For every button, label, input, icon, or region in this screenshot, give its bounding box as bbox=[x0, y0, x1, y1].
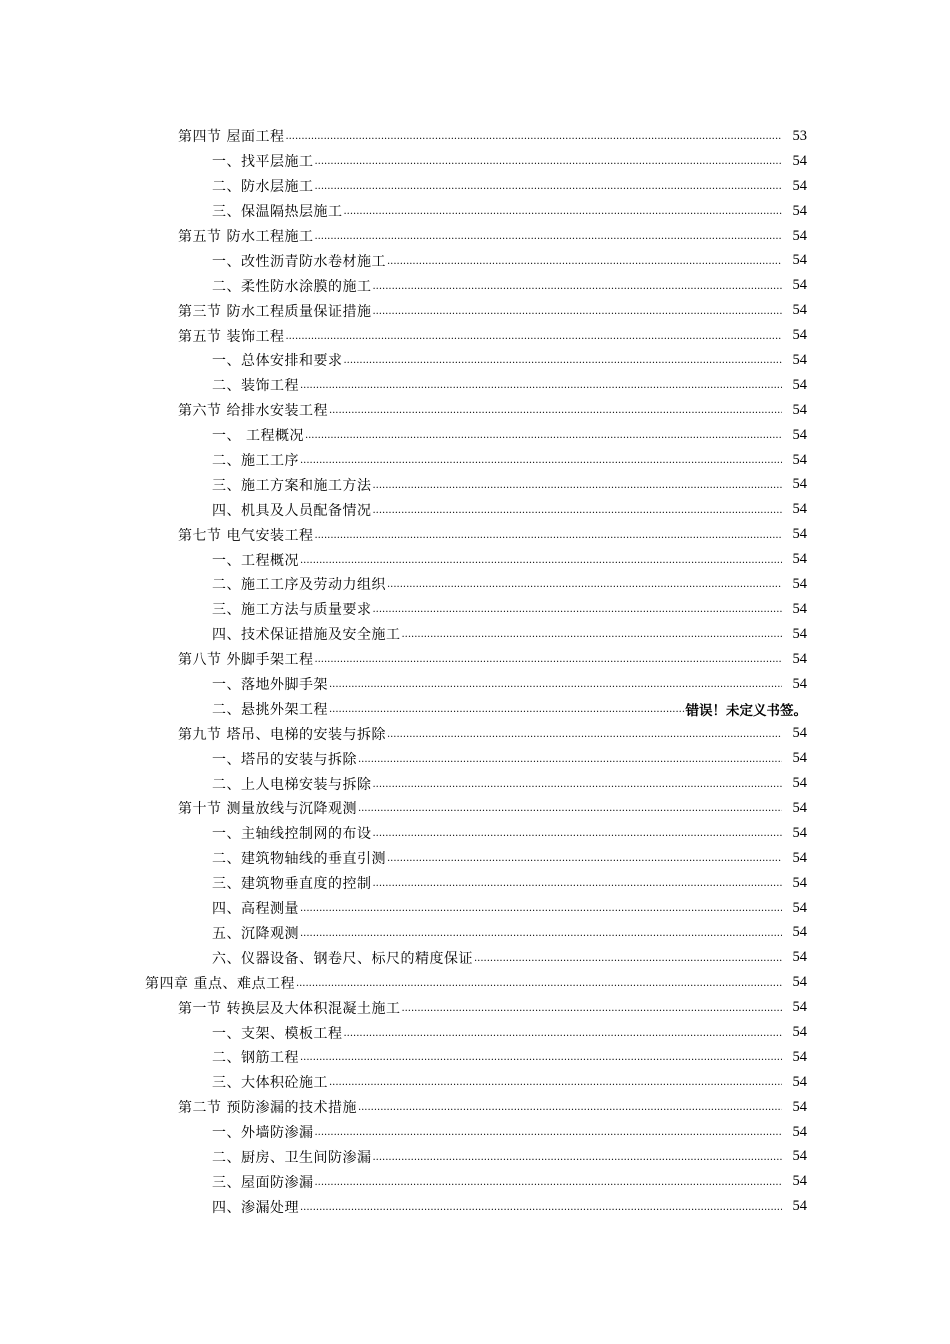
toc-dot-leader bbox=[300, 451, 782, 469]
toc-entry[interactable] bbox=[0, 871, 950, 896]
toc-entry[interactable] bbox=[0, 348, 950, 373]
toc-entry-label: 二、悬挑外架工程 bbox=[212, 701, 328, 718]
toc-entry-label: 四、高程测量 bbox=[212, 901, 299, 918]
toc-entry-page: 54 bbox=[792, 426, 807, 443]
toc-entry-label: 二、钢筋工程 bbox=[212, 1050, 299, 1067]
toc-entry-label: 一、改性沥青防水卷材施工 bbox=[212, 253, 386, 270]
toc-entry-label: 第十节 测量放线与沉降观测 bbox=[178, 801, 357, 818]
toc-dot-leader bbox=[315, 177, 783, 195]
toc-dot-leader bbox=[329, 1073, 782, 1091]
toc-entry[interactable] bbox=[0, 149, 950, 174]
toc-entry-page: 54 bbox=[792, 277, 807, 294]
toc-entry-label: 二、柔性防水涂膜的施工 bbox=[212, 278, 372, 295]
toc-entry-label: 二、施工工序及劳动力组织 bbox=[212, 577, 386, 594]
toc-entry-page: 54 bbox=[792, 152, 807, 169]
toc-entry-page: 54 bbox=[792, 1098, 807, 1115]
toc-entry-page: 54 bbox=[792, 650, 807, 667]
toc-entry-label: 一、落地外脚手架 bbox=[212, 677, 328, 694]
toc-entry-label: 六、仪器设备、钢卷尺、标尺的精度保证 bbox=[212, 950, 473, 967]
toc-dot-leader bbox=[300, 1048, 782, 1066]
toc-entry[interactable] bbox=[0, 945, 950, 970]
toc-dot-leader bbox=[373, 775, 783, 793]
toc-dot-leader bbox=[344, 1024, 783, 1042]
table-of-contents bbox=[0, 124, 950, 1219]
toc-dot-leader bbox=[358, 799, 782, 817]
toc-entry-page: 54 bbox=[792, 252, 807, 269]
toc-entry-label: 第五节 防水工程施工 bbox=[178, 229, 314, 245]
toc-entry-label: 二、施工工序 bbox=[212, 453, 299, 470]
toc-entry-label: 五、沉降观测 bbox=[212, 925, 299, 942]
toc-entry[interactable] bbox=[0, 572, 950, 597]
toc-entry-label: 四、渗漏处理 bbox=[212, 1199, 299, 1216]
toc-entry-page: 54 bbox=[792, 999, 807, 1016]
toc-entry-label: 二、建筑物轴线的垂直引测 bbox=[212, 851, 386, 868]
toc-entry-label: 第七节 电气安装工程 bbox=[178, 527, 314, 544]
toc-entry[interactable] bbox=[0, 174, 950, 199]
toc-dot-leader bbox=[387, 849, 782, 867]
toc-entry[interactable] bbox=[0, 970, 950, 995]
toc-entry-page: 54 bbox=[792, 501, 807, 518]
toc-entry[interactable] bbox=[0, 1095, 950, 1120]
toc-entry-page: 54 bbox=[792, 451, 807, 468]
toc-entry-label: 第八节 外脚手架工程 bbox=[178, 652, 314, 669]
toc-entry-page: 54 bbox=[792, 600, 807, 617]
toc-entry-page: 54 bbox=[792, 351, 807, 368]
toc-dot-leader bbox=[387, 252, 782, 270]
toc-entry-page: 54 bbox=[792, 551, 807, 568]
toc-dot-leader bbox=[305, 426, 782, 444]
toc-entry-label: 一、总体安排和要求 bbox=[212, 353, 343, 370]
toc-dot-leader bbox=[314, 526, 782, 544]
toc-entry[interactable] bbox=[0, 721, 950, 746]
toc-entry-page: 54 bbox=[792, 799, 807, 816]
toc-dot-leader bbox=[300, 924, 782, 942]
toc-entry[interactable] bbox=[0, 821, 950, 846]
toc-entry-page: 54 bbox=[792, 227, 807, 244]
toc-dot-leader bbox=[387, 575, 782, 593]
toc-entry[interactable] bbox=[0, 448, 950, 473]
toc-entry[interactable] bbox=[0, 896, 950, 921]
toc-dot-leader bbox=[373, 277, 783, 295]
toc-entry[interactable] bbox=[0, 1145, 950, 1170]
toc-entry[interactable] bbox=[0, 622, 950, 647]
toc-entry[interactable] bbox=[0, 1020, 950, 1045]
toc-entry[interactable] bbox=[0, 273, 950, 298]
toc-entry-label: 第四章 重点、难点工程 bbox=[145, 975, 295, 992]
toc-entry-label: 一、主轴线控制网的布设 bbox=[212, 826, 372, 843]
toc-entry-page: 54 bbox=[792, 750, 807, 767]
toc-entry[interactable] bbox=[0, 423, 950, 448]
toc-entry-page: 54 bbox=[792, 526, 807, 543]
toc-entry[interactable] bbox=[0, 796, 950, 821]
toc-entry[interactable] bbox=[0, 696, 950, 721]
toc-entry-page: 54 bbox=[792, 1148, 807, 1165]
toc-entry-page: 54 bbox=[792, 302, 807, 319]
toc-entry-label: 第二节 预防渗漏的技术措施 bbox=[178, 1100, 357, 1117]
toc-entry[interactable] bbox=[0, 199, 950, 224]
toc-entry-label: 三、施工方案和施工方法 bbox=[212, 477, 372, 494]
toc-entry-label: 一、工程概况 bbox=[212, 552, 299, 569]
toc-entry[interactable] bbox=[0, 472, 950, 497]
toc-entry-page: 54 bbox=[792, 899, 807, 916]
toc-entry[interactable] bbox=[0, 248, 950, 273]
toc-entry-label: 第五节 装饰工程 bbox=[178, 328, 285, 345]
toc-entry-label: 第一节 转换层及大体积混凝土施工 bbox=[178, 1000, 401, 1017]
toc-entry-page: 54 bbox=[792, 775, 807, 792]
toc-entry[interactable] bbox=[0, 746, 950, 771]
toc-dot-leader bbox=[300, 1198, 782, 1216]
toc-dot-leader bbox=[329, 700, 685, 718]
toc-entry-label: 二、上人电梯安装与拆除 bbox=[212, 776, 372, 793]
toc-entry[interactable] bbox=[0, 1120, 950, 1145]
toc-entry-label: 一、支架、模板工程 bbox=[212, 1025, 343, 1042]
toc-entry[interactable] bbox=[0, 323, 950, 348]
toc-entry-error: 错误！未定义书签。 bbox=[685, 702, 807, 719]
toc-entry-page: 54 bbox=[792, 575, 807, 592]
toc-entry-page: 54 bbox=[792, 1198, 807, 1215]
toc-entry[interactable] bbox=[0, 547, 950, 572]
toc-dot-leader bbox=[300, 899, 782, 917]
toc-entry[interactable] bbox=[0, 398, 950, 423]
toc-dot-leader bbox=[329, 675, 782, 693]
toc-dot-leader bbox=[314, 227, 782, 245]
toc-dot-leader bbox=[315, 1173, 783, 1191]
toc-entry-page: 54 bbox=[792, 1073, 807, 1090]
toc-dot-leader bbox=[344, 351, 783, 369]
toc-entry[interactable] bbox=[0, 522, 950, 547]
toc-entry[interactable] bbox=[0, 846, 950, 871]
toc-entry-page: 54 bbox=[792, 974, 807, 991]
toc-entry-page: 54 bbox=[792, 949, 807, 966]
toc-dot-leader bbox=[387, 725, 782, 743]
toc-entry[interactable] bbox=[0, 298, 950, 323]
toc-entry-label: 一、塔吊的安装与拆除 bbox=[212, 751, 357, 768]
toc-dot-leader bbox=[315, 1123, 783, 1141]
toc-entry-label: 二、厨房、卫生间防渗漏 bbox=[212, 1149, 372, 1166]
toc-entry[interactable] bbox=[0, 921, 950, 946]
toc-entry[interactable] bbox=[0, 1169, 950, 1194]
toc-dot-leader bbox=[344, 202, 783, 220]
toc-entry-page: 54 bbox=[792, 725, 807, 742]
toc-dot-leader bbox=[373, 501, 783, 519]
toc-entry-page: 54 bbox=[792, 401, 807, 418]
toc-entry[interactable] bbox=[0, 124, 950, 149]
toc-dot-leader bbox=[373, 824, 783, 842]
toc-entry-page: 54 bbox=[792, 327, 807, 344]
toc-entry-page: 54 bbox=[792, 476, 807, 493]
toc-entry-page: 54 bbox=[792, 202, 807, 219]
toc-entry-page: 54 bbox=[792, 1048, 807, 1065]
toc-entry-page: 54 bbox=[792, 625, 807, 642]
toc-dot-leader bbox=[373, 476, 783, 494]
toc-dot-leader bbox=[314, 650, 782, 668]
toc-entry-page: 54 bbox=[792, 675, 807, 692]
toc-entry-label: 第三节 防水工程质量保证措施 bbox=[178, 303, 372, 320]
toc-entry-label: 第六节 给排水安装工程 bbox=[178, 403, 328, 420]
toc-entry[interactable] bbox=[0, 224, 950, 249]
toc-entry-page: 54 bbox=[792, 849, 807, 866]
toc-dot-leader bbox=[358, 1098, 782, 1116]
toc-entry-page: 54 bbox=[792, 924, 807, 941]
toc-dot-leader bbox=[329, 401, 782, 419]
toc-entry[interactable] bbox=[0, 1194, 950, 1219]
toc-dot-leader bbox=[373, 1148, 783, 1166]
toc-entry-label: 一、外墙防渗漏 bbox=[212, 1125, 314, 1142]
toc-entry-label: 二、装饰工程 bbox=[212, 378, 299, 395]
toc-entry-label: 三、保温隔热层施工 bbox=[212, 204, 343, 221]
toc-dot-leader bbox=[372, 302, 782, 320]
toc-dot-leader bbox=[373, 600, 783, 618]
toc-entry[interactable] bbox=[0, 672, 950, 697]
toc-entry-page: 54 bbox=[792, 177, 807, 194]
toc-entry-label: 三、屋面防渗漏 bbox=[212, 1174, 314, 1191]
toc-entry-label: 三、施工方法与质量要求 bbox=[212, 602, 372, 619]
toc-entry-page: 54 bbox=[792, 1173, 807, 1190]
toc-entry[interactable] bbox=[0, 647, 950, 672]
toc-entry-label: 二、防水层施工 bbox=[212, 179, 314, 196]
toc-entry-page: 54 bbox=[792, 874, 807, 891]
toc-entry-label: 第四节 屋面工程 bbox=[178, 129, 285, 146]
toc-entry[interactable] bbox=[0, 1070, 950, 1095]
toc-entry-page: 53 bbox=[792, 127, 807, 144]
toc-entry[interactable] bbox=[0, 597, 950, 622]
toc-dot-leader bbox=[285, 127, 782, 145]
toc-dot-leader bbox=[300, 551, 782, 569]
toc-entry-page: 54 bbox=[792, 376, 807, 393]
toc-entry-label: 一、找平层施工 bbox=[212, 154, 314, 171]
toc-dot-leader bbox=[402, 625, 783, 643]
toc-dot-leader bbox=[296, 974, 782, 992]
toc-dot-leader bbox=[358, 750, 782, 768]
toc-dot-leader bbox=[315, 152, 783, 170]
toc-entry[interactable] bbox=[0, 995, 950, 1020]
toc-entry-label: 第九节 塔吊、电梯的安装与拆除 bbox=[178, 726, 386, 743]
toc-entry-label: 三、建筑物垂直度的控制 bbox=[212, 876, 372, 893]
toc-entry-label: 一、 工程概况 bbox=[212, 428, 304, 445]
toc-dot-leader bbox=[285, 327, 782, 345]
toc-entry[interactable] bbox=[0, 771, 950, 796]
toc-entry[interactable] bbox=[0, 497, 950, 522]
toc-dot-leader bbox=[300, 376, 782, 394]
toc-dot-leader bbox=[373, 874, 783, 892]
toc-dot-leader bbox=[401, 999, 782, 1017]
toc-entry[interactable] bbox=[0, 1045, 950, 1070]
toc-entry[interactable] bbox=[0, 373, 950, 398]
toc-entry-label: 四、机具及人员配备情况 bbox=[212, 502, 372, 519]
toc-entry-page: 54 bbox=[792, 824, 807, 841]
toc-entry-label: 三、大体积砼施工 bbox=[212, 1075, 328, 1092]
toc-entry-label: 四、技术保证措施及安全施工 bbox=[212, 627, 401, 644]
toc-entry-page: 54 bbox=[792, 1024, 807, 1040]
toc-dot-leader bbox=[474, 949, 782, 967]
toc-entry-page: 54 bbox=[792, 1123, 807, 1140]
